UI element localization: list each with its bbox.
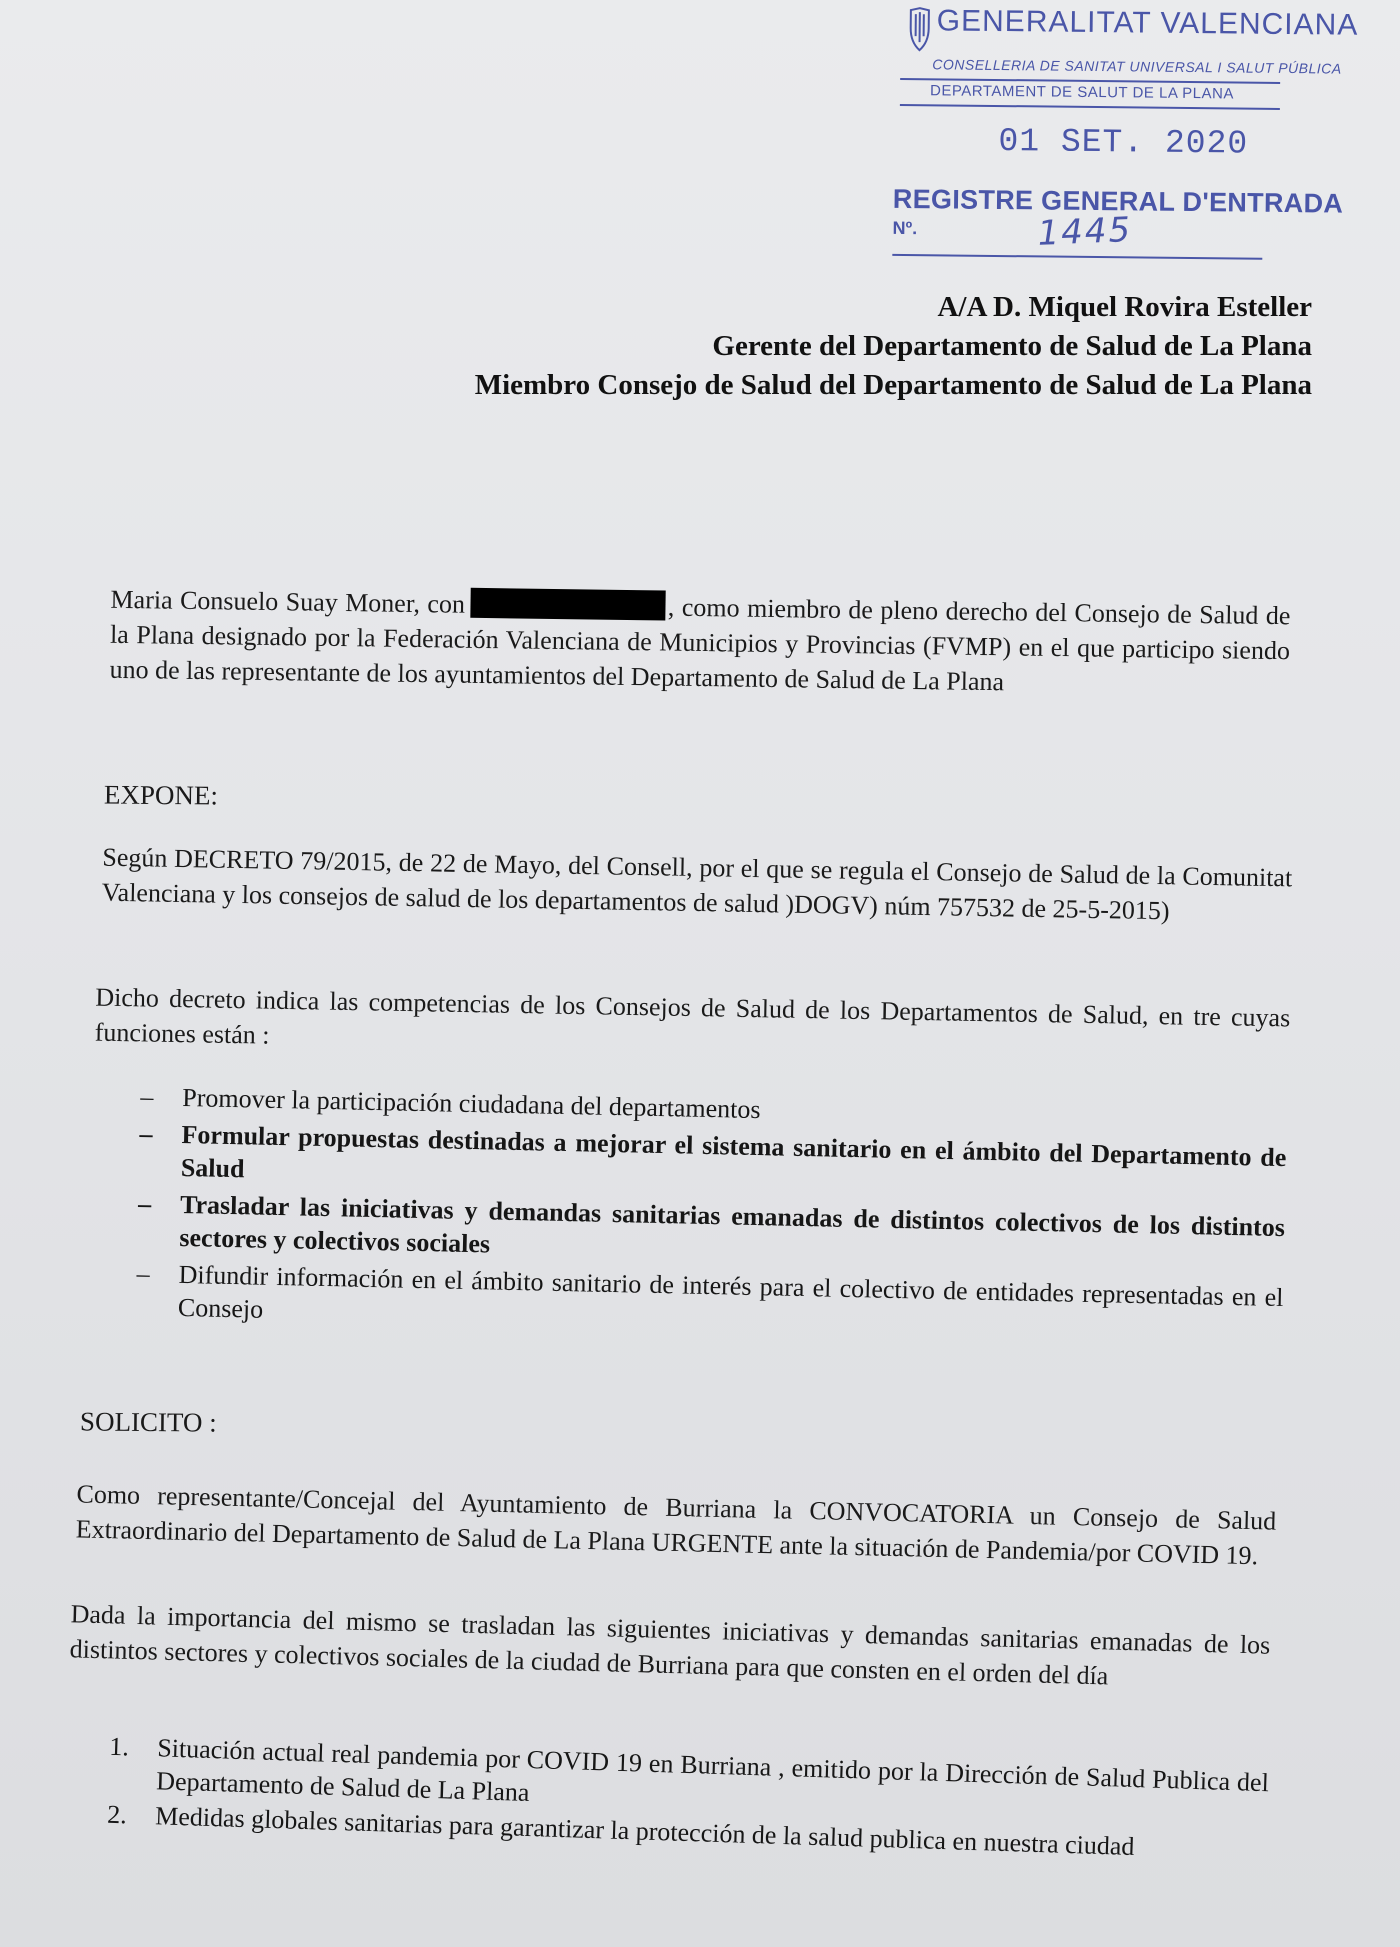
- addressee-line: Gerente del Departamento de Salud de La Plana: [712, 330, 1312, 362]
- list-item-text: Medidas globales sanitarias para garantizar la protección de la salud publica en nuestra ciudad: [154, 1801, 1135, 1862]
- dash-bullet: –: [139, 1119, 153, 1149]
- agenda-list: [107, 1730, 1270, 1869]
- competences-paragraph: Dicho decreto indica las competencias de los Consejos de Salud de los Departamentos de Salud, en tre cuyas funciones están :: [94, 982, 1291, 1050]
- stamp-date: 01 SET. 2020: [998, 122, 1249, 163]
- stamp-org: GENERALITAT VALENCIANA: [936, 4, 1359, 42]
- solicito-heading: SOLICITO :: [79, 1406, 217, 1438]
- intro-text-end: , como miembro de pleno derecho del Consejo de Salud de la Plana designado por la Federación Valenciana de Municipios y Provincias (FVMP) en el que participo siendo uno de las representante de los ayuntamientos del Departamento de Salud de La Plana: [109, 592, 1291, 697]
- stamp-rule: [892, 254, 1262, 259]
- stamp-rule: [900, 104, 1280, 109]
- dash-bullet: –: [137, 1189, 152, 1219]
- request-paragraph: Como representante/Concejal del Ayuntamiento de Burriana la CONVOCATORIA un Consejo de Salud Extraordinario del Departamento de Salud de La Plana URGENTE ante la situación de Pandemia/por COVID 19.: [75, 1479, 1277, 1571]
- expone-heading: EXPONE:: [103, 779, 219, 811]
- redaction-box: [471, 588, 666, 621]
- initiatives-paragraph: Dada la importancia del mismo se trasladan las siguientes iniciativas y demandas sanitarias emanadas de los distintos sectores y colectivos sociales de la ciudad de Burriana para que consten en el orden del día: [69, 1599, 1271, 1691]
- list-item-text: Promover la participación ciudadana del departamentos: [182, 1082, 761, 1125]
- stamp-department: DEPARTAMENT DE SALUT DE LA PLANA: [929, 82, 1234, 103]
- stamp-register: REGISTRE GENERAL D'ENTRADA: [892, 183, 1344, 219]
- dash-bullet: –: [140, 1082, 154, 1112]
- list-item-text: Trasladar las iniciativas y demandas sanitarias emanadas de distintos colectivos de los distintos sectores y colectivos sociales: [179, 1189, 1286, 1259]
- intro-paragraph: [109, 582, 1290, 703]
- stamp-number-label: Nº.: [892, 217, 918, 239]
- list-item-text: Formular propuestas destinadas a mejorar el sistema sanitario en el ámbito del Departamento de Salud: [180, 1119, 1287, 1184]
- stamp-number-value: 1445: [1036, 209, 1133, 254]
- list-item-text: Situación actual real pandemia por COVID 19 en Burriana , emitido por la Dirección de Salud Publica del Departamento de Salud de La Plana: [155, 1733, 1270, 1808]
- functions-list: [128, 1080, 1288, 1351]
- registry-stamp: [892, 0, 1359, 254]
- addressee-line: A/A D. Miquel Rovira Esteller: [937, 291, 1312, 323]
- intro-text-start: Maria Consuelo Suay Moner, con: [110, 584, 466, 619]
- stamp-conselleria: CONSELLERIA DE SANITAT UNIVERSAL I SALUT PÚBLICA: [932, 56, 1342, 77]
- addressee-block: [475, 288, 1312, 405]
- addressee-line: Miembro Consejo de Salud del Departamento de Salud de La Plana: [474, 369, 1312, 401]
- decree-paragraph: Según DECRETO 79/2015, de 22 de Mayo, del Consell, por el que se regula el Consejo de Salud de la Comunitat Valenciana y los consejos de salud de los departamentos de salud )DOGV) núm 757532 de 25-5-2015): [101, 842, 1293, 926]
- list-number: 2.: [106, 1799, 128, 1830]
- dash-bullet: –: [136, 1259, 150, 1289]
- list-item-text: Difundir información en el ámbito sanitario de interés para el colectivo de entidades representadas en el Consejo: [177, 1259, 1284, 1324]
- generalitat-logo-icon: [906, 6, 933, 54]
- list-number: 1.: [108, 1731, 130, 1762]
